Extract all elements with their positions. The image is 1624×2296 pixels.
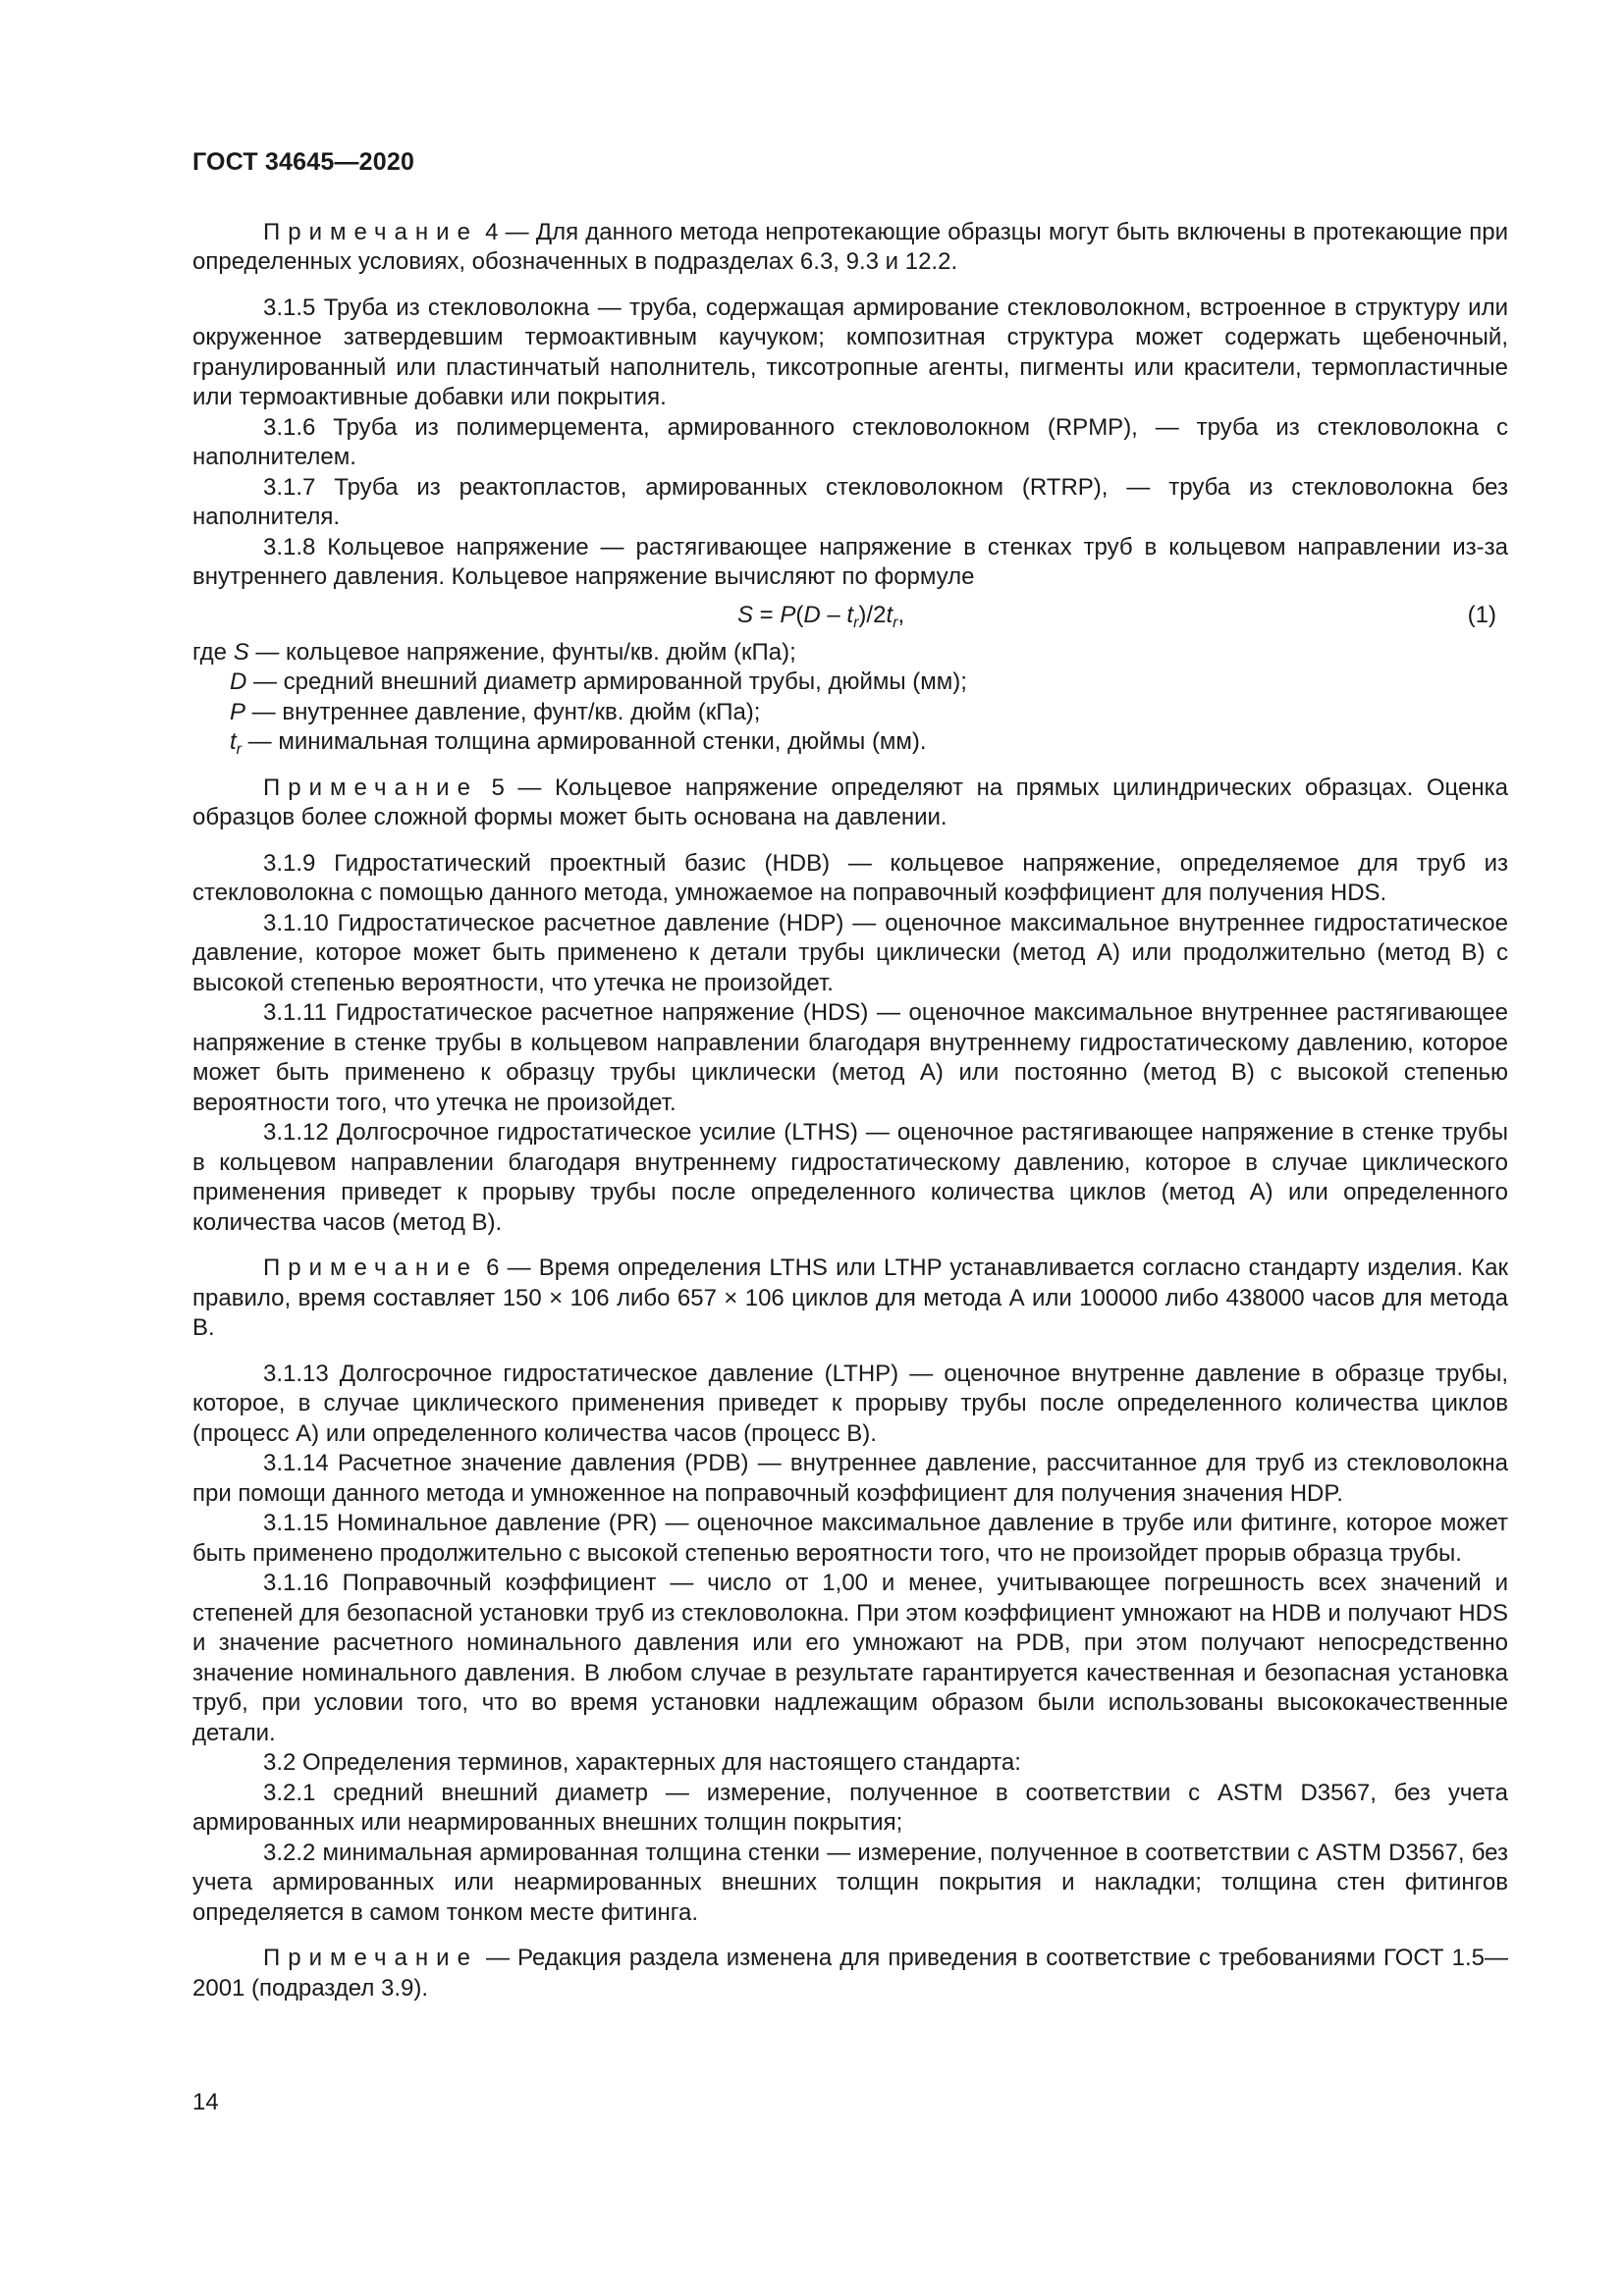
formula-1 <box>192 601 1508 630</box>
note-label: Примечание <box>263 1255 478 1281</box>
clause-3-2-1: 3.2.1 средний внешний диаметр — измерение, полученное в соответствии с ASTM D3567, без учета армированных или неармированных внешних толщин покрытия; <box>192 1779 1508 1836</box>
clause-3-1-16: 3.1.16 Поправочный коэффициент — число от 1,00 и менее, учитывающее погрешность всех значений и степеней для безопасной установки труб из стекловолокна. При этом коэффициент умножают на HDB и получают HDS и значение расчетного номинального давления или его умножают на PDB, при этом получают непосредственно значение номинального давления. В любом случае в результате гарантируется качественная и безопасная установка труб, при условии того, что во время установки надлежащим образом были использованы высококачественные детали. <box>192 1570 1508 1746</box>
note-text: 6 — Время определения LTHS или LTHP устанавливается согласно стандарту изделия. Как правило, время составляет 150 × 106 либо 657 × 106 циклов для метода А или 100000 либо 438000 часов для метода В. <box>192 1255 1508 1341</box>
clause-3-1-5: 3.1.5 Труба из стекловолокна — труба, содержащая армирование стекловолокном, встроенное в структуру или окруженное затвердевшим термоактивным каучуком; композитная структура может содержать щебеночный, гранулированный или пластинчатый наполнитель, тиксотропные агенты, пигменты или красители, термопластичные или термоактивные добавки или покрытия. <box>192 294 1508 410</box>
document-header: ГОСТ 34645—2020 <box>192 148 415 176</box>
clause-3-1-14: 3.1.14 Расчетное значение давления (PDB) — внутреннее давление, рассчитанное для труб из стекловолокна при помощи данного метода и умноженное на поправочный коэффициент для получения значения HDP. <box>192 1450 1508 1507</box>
legend-p: P — внутреннее давление, фунт/кв. дюйм (кПа); <box>230 698 761 725</box>
note-label: Примечание <box>263 774 478 801</box>
document-page <box>192 147 1508 2003</box>
clause-3-1-8: 3.1.8 Кольцевое напряжение — растягивающее напряжение в стенках труб в кольцевом направлении из-за внутреннего давления. Кольцевое напряжение вычисляют по формуле <box>192 533 1508 590</box>
clause-3-1-10: 3.1.10 Гидростатическое расчетное давление (HDP) — оценочное максимальное внутреннее гидростатическое давление, которое может быть применено к детали трубы циклически (метод А) или продолжительно (метод В) с высокой степенью вероятности, что утечка не произойдет. <box>192 909 1508 996</box>
note-4 <box>192 218 1508 278</box>
formula-legend <box>192 638 1508 758</box>
clause-3-1-11: 3.1.11 Гидростатическое расчетное напряжение (HDS) — оценочное максимальное внутреннее растягивающее напряжение в стенке трубы в кольцевом направлении благодаря внутреннему гидростатическому давлению, которое может быть применено к образцу трубы циклически (метод А) или постоянно (метод В) с высокой степенью вероятности того, что утечка не произойдет. <box>192 999 1508 1116</box>
legend-s: где S — кольцевое напряжение, фунты/кв. дюйм (кПа); <box>192 638 796 666</box>
clause-3-1-7: 3.1.7 Труба из реактопластов, армированных стекловолокном (RTRP), — труба из стекловолокна без наполнителя. <box>192 473 1508 530</box>
clause-3-1-12: 3.1.12 Долгосрочное гидростатическое усилие (LTHS) — оценочное растягивающее напряжение в стенке трубы в кольцевом направлении благодаря внутреннему гидростатическому давлению, которое в случае циклического применения приведет к прорыву трубы после определенного количества циклов (метод А) или определенного количества часов (метод В). <box>192 1119 1508 1236</box>
note-final <box>192 1944 1508 2003</box>
clause-3-1-13: 3.1.13 Долгосрочное гидростатическое давление (LTHP) — оценочное внутренне давление в образце трубы, которое, в случае циклического применения приведет к прорыву трубы после определенного количества циклов (процесс А) или определенного количества часов (процесс В). <box>192 1360 1508 1447</box>
note-label: Примечание <box>263 1945 478 1971</box>
note-text: 5 — Кольцевое напряжение определяют на прямых цилиндрических образцах. Оценка образцов более сложной формы может быть основана на давлении. <box>192 774 1508 830</box>
clause-3-1-9: 3.1.9 Гидростатический проектный базис (HDB) — кольцевое напряжение, определяемое для труб из стекловолокна с помощью данного метода, умножаемое на поправочный коэффициент для получения HDS. <box>192 849 1508 906</box>
clause-3-2: 3.2 Определения терминов, характерных для настоящего стандарта: <box>263 1749 1021 1776</box>
page-number: 14 <box>192 2089 219 2115</box>
note-label: Примечание <box>263 218 478 245</box>
clause-3-1-6: 3.1.6 Труба из полимерцемента, армированного стекловолокном (RPMP), — труба из стекловолокна с наполнителем. <box>192 413 1508 470</box>
note-text: 4 — Для данного метода непротекающие образцы могут быть включены в протекающие при определенных условиях, обозначенных в подразделах 6.3, 9.3 и 12.2. <box>192 218 1508 275</box>
clause-3-2-2: 3.2.2 минимальная армированная толщина стенки — измерение, полученное в соответствии с ASTM D3567, без учета армированных или неармированных внешних толщин покрытия и накладки; толщина стен фитингов определяется в самом тонком месте фитинга. <box>192 1839 1508 1926</box>
clause-3-1-15: 3.1.15 Номинальное давление (PR) — оценочное максимальное давление в трубе или фитинге, которое может быть применено продолжительно с высокой степенью вероятности того, что не произойдет прорыв образца трубы. <box>192 1510 1508 1567</box>
formula-expression: $S = P(D - t_r)/2t_r$, <box>737 601 905 631</box>
legend-tr: $t_r$ — минимальная толщина армированной стенки, дюймы (мм). <box>230 728 927 758</box>
formula-number: (1) <box>1467 601 1496 628</box>
note-6 <box>192 1254 1508 1344</box>
note-text: — Редакция раздела изменена для приведения в соответствие с требованиями ГОСТ 1.5—2001 (подраздел 3.9). <box>192 1945 1508 2002</box>
legend-d: D — средний внешний диаметр армированной трубы, дюймы (мм); <box>230 668 967 695</box>
note-5 <box>192 774 1508 833</box>
